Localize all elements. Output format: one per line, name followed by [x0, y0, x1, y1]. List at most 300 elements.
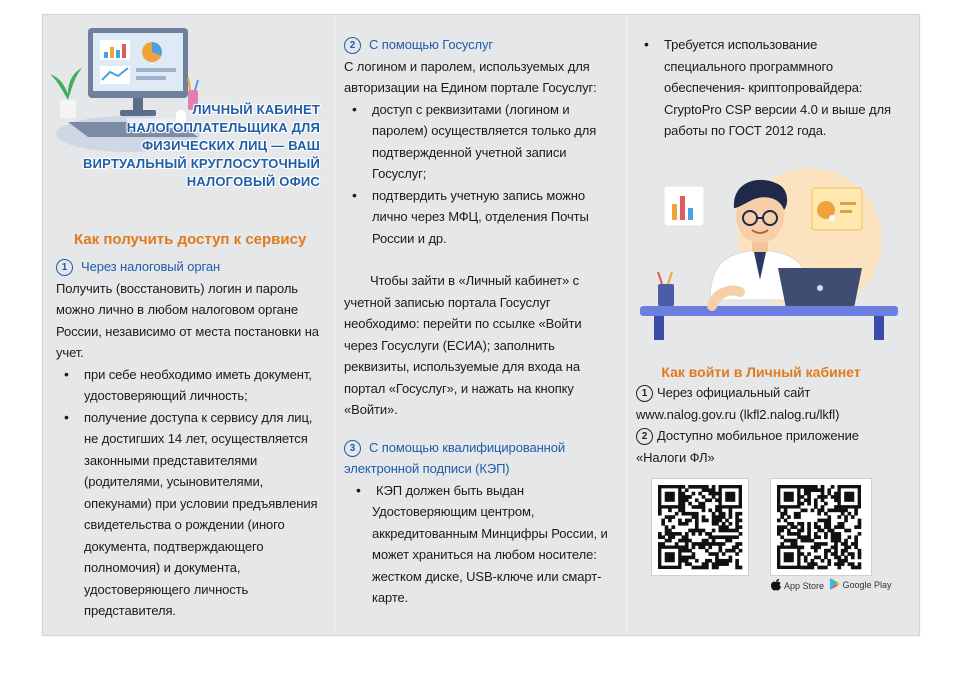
qr-module: [739, 525, 743, 529]
apple-icon: [770, 578, 782, 591]
qr-module: [807, 498, 811, 502]
qr-module: [705, 566, 709, 570]
qr-module: [665, 525, 669, 529]
qr-module: [658, 512, 662, 516]
qr-module: [712, 562, 716, 566]
qr-module: [811, 539, 815, 543]
qr-module: [725, 525, 729, 529]
qr-module: [797, 512, 801, 516]
qr-module: [665, 539, 669, 543]
step-1-badge: 1: [56, 259, 73, 276]
login-2-text: Доступно мобильное приложение: [657, 428, 859, 443]
qr-module: [824, 549, 828, 553]
qr-module: [851, 566, 855, 570]
qr-module: [722, 529, 726, 533]
google-play-badge[interactable]: [830, 578, 892, 592]
qr-module: [831, 535, 835, 539]
qr-module: [685, 495, 689, 499]
section-2-paragraph: С логином и паролем, используемых для авторизации на Едином портале Госуслуг:: [344, 58, 597, 95]
qr-module: [814, 525, 818, 529]
qr-module: [702, 495, 706, 499]
qr-module: [780, 535, 784, 539]
qr-module: [732, 549, 736, 553]
qr-module: [715, 535, 719, 539]
qr-module: [715, 492, 719, 496]
qr-module: [698, 542, 702, 546]
qr-module: [780, 525, 784, 529]
qr-module: [702, 562, 706, 566]
qr-module: [692, 532, 696, 536]
qr-module: [718, 512, 722, 516]
qr-module: [718, 519, 722, 523]
qr-module: [831, 539, 835, 543]
qr-module: [814, 485, 818, 489]
qr-module: [739, 566, 743, 570]
qr-module: [698, 502, 702, 506]
qr-module: [675, 512, 679, 516]
qr-module: [661, 542, 665, 546]
qr-module: [698, 532, 702, 536]
qr-module: [834, 532, 838, 536]
qr-module: [851, 562, 855, 566]
qr-module: [718, 562, 722, 566]
qr-module: [682, 522, 686, 526]
qr-module: [682, 512, 686, 516]
column-1: [56, 230, 326, 622]
qr-module: [817, 519, 821, 523]
app-name: «Налоги ФЛ»: [636, 449, 715, 465]
qr-module: [688, 556, 692, 560]
qr-code-google-play[interactable]: [770, 478, 872, 576]
qr-module: [817, 529, 821, 533]
qr-module: [831, 495, 835, 499]
qr-module: [784, 525, 788, 529]
qr-finder: [725, 492, 735, 502]
qr-module: [688, 512, 692, 516]
qr-module: [834, 492, 838, 496]
section-1-heading-row: [56, 256, 326, 278]
qr-module: [735, 519, 739, 523]
qr-module: [841, 542, 845, 546]
qr-module: [702, 505, 706, 509]
qr-module: [787, 522, 791, 526]
qr-module: [777, 525, 781, 529]
qr-module: [718, 545, 722, 549]
qr-module: [715, 562, 719, 566]
qr-module: [794, 542, 798, 546]
qr-module: [712, 552, 716, 556]
qr-module: [682, 492, 686, 496]
qr-module: [854, 525, 858, 529]
qr-module: [807, 525, 811, 529]
qr-module: [702, 485, 706, 489]
qr-module: [712, 529, 716, 533]
qr-module: [739, 519, 743, 523]
section-2-bullets: [344, 99, 608, 250]
qr-module: [729, 515, 733, 519]
qr-module: [685, 532, 689, 536]
qr-module: [665, 532, 669, 536]
qr-module: [712, 522, 716, 526]
qr-module: [678, 539, 682, 543]
qr-module: [712, 485, 716, 489]
qr-module: [715, 566, 719, 570]
qr-module: [695, 505, 699, 509]
qr-module: [685, 556, 689, 560]
qr-module: [739, 512, 743, 516]
qr-module: [794, 525, 798, 529]
qr-module: [854, 512, 858, 516]
qr-module: [837, 515, 841, 519]
qr-module: [790, 522, 794, 526]
qr-code-pattern: [771, 479, 871, 575]
qr-module: [821, 509, 825, 513]
qr-module: [817, 495, 821, 499]
qr-module: [854, 566, 858, 570]
qr-module: [688, 485, 692, 489]
qr-module: [715, 559, 719, 563]
qr-module: [827, 529, 831, 533]
qr-module: [668, 519, 672, 523]
qr-module: [811, 509, 815, 513]
qr-module: [848, 545, 852, 549]
qr-module: [821, 498, 825, 502]
column-3-login: [636, 362, 906, 468]
qr-module: [702, 488, 706, 492]
qr-module: [729, 529, 733, 533]
qr-module: [821, 559, 825, 563]
qr-module: [827, 522, 831, 526]
qr-module: [718, 542, 722, 546]
qr-module: [831, 529, 835, 533]
qr-module: [722, 559, 726, 563]
qr-module: [688, 502, 692, 506]
qr-module: [702, 509, 706, 513]
qr-module: [695, 559, 699, 563]
qr-module: [827, 515, 831, 519]
qr-module: [682, 498, 686, 502]
qr-module: [665, 529, 669, 533]
qr-module: [735, 512, 739, 516]
qr-module: [807, 488, 811, 492]
qr-module: [827, 519, 831, 523]
qr-module: [692, 492, 696, 496]
qr-module: [668, 535, 672, 539]
qr-module: [804, 539, 808, 543]
fold-line: [334, 15, 335, 635]
qr-module: [698, 505, 702, 509]
qr-module: [678, 509, 682, 513]
qr-module: [834, 562, 838, 566]
qr-module: [814, 532, 818, 536]
qr-module: [722, 512, 726, 516]
qr-module: [729, 559, 733, 563]
qr-module: [790, 525, 794, 529]
qr-module: [831, 532, 835, 536]
section-2-heading: С помощью Госуслуг: [369, 37, 494, 52]
qr-module: [797, 515, 801, 519]
qr-module: [787, 539, 791, 543]
qr-module: [708, 535, 712, 539]
qr-module: [692, 505, 696, 509]
qr-module: [698, 492, 702, 496]
qr-module: [712, 488, 716, 492]
qr-module: [715, 498, 719, 502]
qr-module: [729, 535, 733, 539]
qr-module: [695, 485, 699, 489]
qr-module: [794, 532, 798, 536]
qr-module: [708, 509, 712, 513]
qr-module: [708, 542, 712, 546]
qr-module: [712, 492, 716, 496]
qr-module: [844, 539, 848, 543]
qr-module: [722, 515, 726, 519]
qr-module: [794, 515, 798, 519]
qr-module: [807, 552, 811, 556]
qr-module: [844, 542, 848, 546]
qr-module: [851, 556, 855, 560]
qr-module: [685, 512, 689, 516]
qr-module: [784, 512, 788, 516]
qr-module: [729, 512, 733, 516]
login-2-badge: 2: [636, 428, 653, 445]
qr-code-pattern: [652, 479, 748, 575]
qr-module: [841, 562, 845, 566]
qr-module: [831, 509, 835, 513]
section-3-heading-row: [344, 437, 608, 480]
qr-module: [841, 559, 845, 563]
qr-module: [824, 535, 828, 539]
qr-module: [722, 552, 726, 556]
qr-module: [858, 562, 862, 566]
qr-module: [844, 556, 848, 560]
qr-module: [834, 535, 838, 539]
qr-module: [685, 549, 689, 553]
qr-module: [695, 522, 699, 526]
qr-module: [658, 509, 662, 513]
qr-module: [858, 566, 862, 570]
qr-module: [787, 529, 791, 533]
qr-module: [698, 566, 702, 570]
qr-module: [695, 515, 699, 519]
qr-module: [722, 522, 726, 526]
qr-module: [682, 559, 686, 563]
qr-module: [729, 556, 733, 560]
qr-module: [702, 539, 706, 543]
list-item: • подтвердить учетную запись можно лично через МФЦ, отделения Почты России и др.: [344, 185, 608, 250]
qr-module: [844, 515, 848, 519]
qr-module: [682, 535, 686, 539]
qr-module: [705, 542, 709, 546]
qr-module: [854, 509, 858, 513]
qr-module: [858, 519, 862, 523]
qr-module: [804, 535, 808, 539]
qr-module: [661, 519, 665, 523]
qr-module: [790, 539, 794, 543]
qr-module: [824, 542, 828, 546]
qr-module: [735, 535, 739, 539]
list-item: • КЭП должен быть выдан Удостоверяющим центром, аккредитованным Минцифры России, и может храниться на любом носителе: жестком диске, USB-ключе или смарт-карте.: [344, 480, 608, 609]
qr-module: [718, 509, 722, 513]
qr-module: [729, 509, 733, 513]
qr-module: [801, 545, 805, 549]
qr-module: [685, 535, 689, 539]
qr-module: [817, 545, 821, 549]
login-1-url[interactable]: www.nalog.gov.ru (lkfl2.nalog.ru/lkfl): [636, 406, 840, 422]
qr-module: [729, 549, 733, 553]
qr-module: [804, 509, 808, 513]
desk: [640, 306, 898, 316]
qr-module: [814, 505, 818, 509]
qr-module: [844, 519, 848, 523]
qr-module: [807, 522, 811, 526]
qr-module: [692, 485, 696, 489]
qr-module: [725, 559, 729, 563]
qr-module: [718, 559, 722, 563]
qr-module: [735, 552, 739, 556]
qr-module: [837, 559, 841, 563]
qr-module: [841, 509, 845, 513]
qr-module: [685, 545, 689, 549]
plant-leaves: [50, 68, 82, 100]
qr-module: [817, 512, 821, 516]
qr-module: [695, 529, 699, 533]
qr-module: [668, 509, 672, 513]
qr-module: [702, 502, 706, 506]
qr-module: [712, 515, 716, 519]
step-3-badge: 3: [344, 440, 361, 457]
qr-module: [685, 519, 689, 523]
qr-module: [851, 552, 855, 556]
qr-module: [708, 545, 712, 549]
qr-module: [708, 498, 712, 502]
qr-module: [682, 545, 686, 549]
qr-module: [718, 535, 722, 539]
qr-module: [661, 522, 665, 526]
qr-module: [777, 509, 781, 513]
list-item: • Требуется использование специального программного обеспечения- криптопровайдера: CryptoPro CSP версии 4.0 и выше для работы по ГОСТ 2012 года.: [636, 34, 902, 142]
qr-module: [715, 505, 719, 509]
qr-module: [821, 529, 825, 533]
qr-module: [715, 509, 719, 513]
qr-module: [814, 556, 818, 560]
qr-module: [668, 532, 672, 536]
qr-module: [827, 525, 831, 529]
qr-module: [827, 562, 831, 566]
qr-module: [827, 488, 831, 492]
qr-module: [705, 498, 709, 502]
qr-module: [692, 542, 696, 546]
qr-module: [712, 539, 716, 543]
qr-module: [801, 539, 805, 543]
qr-module: [858, 552, 862, 556]
qr-module: [725, 562, 729, 566]
list-item: • доступ с реквизитами (логином и паролем) осуществляется только для подтвержденной учетной записи Госуслуг;: [344, 99, 608, 185]
qr-module: [817, 556, 821, 560]
qr-module: [858, 532, 862, 536]
qr-code-app-store[interactable]: [651, 478, 749, 576]
qr-module: [827, 492, 831, 496]
qr-module: [834, 542, 838, 546]
qr-module: [821, 542, 825, 546]
qr-module: [801, 522, 805, 526]
qr-module: [715, 515, 719, 519]
qr-module: [807, 529, 811, 533]
section-1-bullets: [56, 364, 326, 622]
qr-module: [722, 542, 726, 546]
qr-module: [692, 512, 696, 516]
qr-module: [837, 566, 841, 570]
qr-module: [682, 556, 686, 560]
qr-module: [712, 566, 716, 570]
login-option-2: [636, 425, 906, 447]
qr-finder: [784, 552, 794, 562]
qr-module: [848, 512, 852, 516]
qr-module: [837, 532, 841, 536]
qr-module: [735, 566, 739, 570]
section-1-heading: Через налоговый орган: [81, 259, 221, 274]
qr-module: [821, 505, 825, 509]
app-store-badge[interactable]: [770, 578, 824, 592]
qr-module: [801, 529, 805, 533]
qr-module: [702, 515, 706, 519]
qr-module: [735, 525, 739, 529]
qr-module: [739, 542, 743, 546]
qr-module: [804, 492, 808, 496]
qr-module: [705, 485, 709, 489]
qr-module: [685, 488, 689, 492]
qr-module: [735, 559, 739, 563]
qr-module: [682, 505, 686, 509]
qr-module: [807, 502, 811, 506]
qr-module: [718, 549, 722, 553]
qr-module: [739, 532, 743, 536]
qr-module: [688, 529, 692, 533]
qr-module: [668, 515, 672, 519]
qr-module: [814, 545, 818, 549]
qr-module: [729, 539, 733, 543]
qr-module: [824, 512, 828, 516]
qr-module: [698, 485, 702, 489]
qr-finder: [665, 492, 675, 502]
qr-module: [824, 556, 828, 560]
column-2: [344, 34, 608, 609]
qr-module: [787, 532, 791, 536]
fold-line: [626, 15, 627, 635]
qr-module: [735, 522, 739, 526]
qr-module: [718, 529, 722, 533]
google-play-label: Google Play: [842, 580, 892, 590]
qr-module: [708, 552, 712, 556]
qr-module: [729, 522, 733, 526]
qr-module: [848, 529, 852, 533]
qr-module: [824, 495, 828, 499]
qr-module: [658, 535, 662, 539]
qr-module: [824, 525, 828, 529]
qr-module: [695, 566, 699, 570]
qr-module: [790, 542, 794, 546]
qr-module: [685, 559, 689, 563]
qr-module: [837, 556, 841, 560]
qr-module: [712, 535, 716, 539]
qr-module: [688, 539, 692, 543]
qr-module: [814, 535, 818, 539]
section-3-heading: С помощью квалифицированной электронной подписи (КЭП): [344, 439, 566, 476]
qr-module: [725, 535, 729, 539]
qr-module: [658, 532, 662, 536]
qr-module: [821, 495, 825, 499]
qr-module: [784, 519, 788, 523]
